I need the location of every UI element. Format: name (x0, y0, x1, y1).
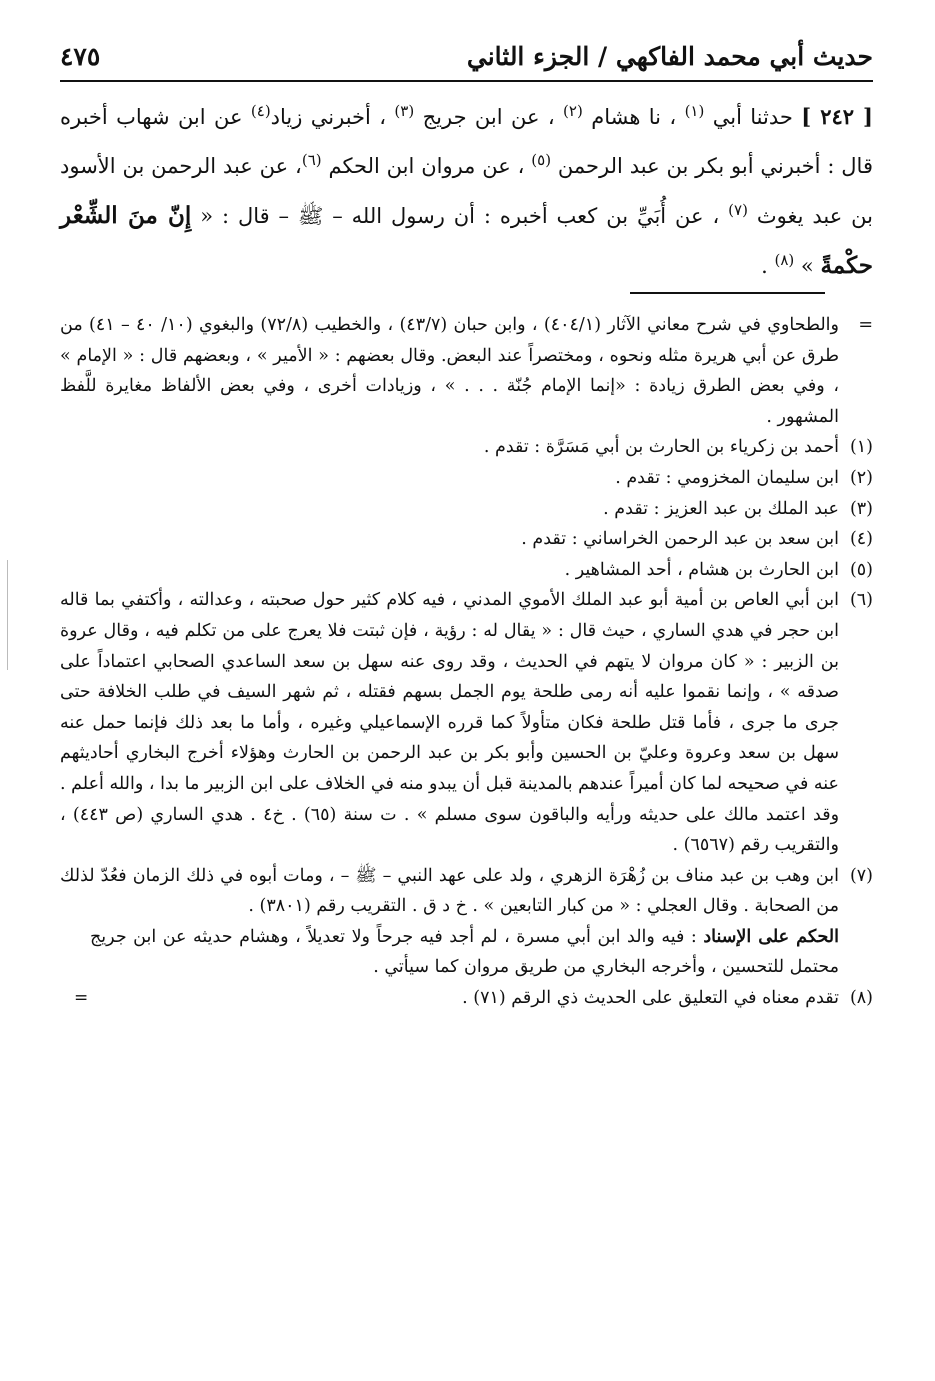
footnote-marker: (٢) (563, 102, 583, 120)
footnote (60, 585, 873, 860)
footnotes (60, 310, 873, 1014)
footnote-text: ابن سليمان المخزومي : تقدم . (615, 467, 839, 488)
footnote-text: ابن الحارث بن هشام ، أحد المشاهير . (564, 559, 839, 580)
ruling-text: : فيه والد ابن أبي مسرة ، لم أجد فيه جرحاً ولا تعديلاً ، وهشام حديثه عن ابن جريج محتمل للتحسين ، وأخرجه البخاري من طريق مروان كما سيأتي . (90, 926, 839, 978)
footnote (60, 524, 873, 555)
footnote-number: (١) (849, 437, 873, 458)
footnote-marker: (٦) (301, 151, 322, 169)
page-header (60, 40, 873, 80)
footnote-text: تقدم معناه في التعليق على الحديث ذي الرقم (٧١) . (462, 988, 839, 1009)
footnote-number: (٥) (849, 559, 873, 580)
footnote-separator (630, 292, 825, 294)
footnote-number: (٣) (849, 498, 873, 519)
footnote-marker: (٧) (728, 201, 748, 219)
footnote-marker: (٥) (531, 151, 552, 169)
footnote-marker: (١) (684, 102, 705, 120)
footnote (60, 494, 873, 525)
hadith-text-part: ، أخبرني زياد (270, 105, 395, 129)
footnote (60, 555, 873, 586)
footnote-text: أحمد بن زكرياء بن الحارث بن أبي مَسَرَّة : تقدم . (483, 437, 839, 458)
hadith-number: [ ٢٤٢ ] (801, 104, 873, 129)
hadith-text-part: ، عن أُبَيِّ بن كعب أخبره : أن رسول الله – ﷺ – قال : « (191, 204, 729, 228)
footnote-text: ابن وهب بن عبد مناف بن زُهْرَة الزهري ، ولد على عهد النبي – ﷺ – ، ومات أبوه في ذلك الزمان فعُدّ لذلك من الصحابة . وقال العجلي : « من كبار التابعين » . خ د ق . التقريب رقم (٣٨٠١) . (60, 865, 839, 917)
footnote-text: والطحاوي في شرح معاني الآثار (٤٠٤/١) ، وابن حبان (٤٣/٧) ، والخطيب (٧٢/٨) والبغوي (١٠/ ٤٠ – ٤١) من طرق عن أبي هريرة مثله ونحوه ، ومختصراً عند البعض. وقال بعضهم : « الأمير » ، وبعضهم قال : « الإمام » ، وفي بعض الطرق زيادة : «إنما الإمام جُنّة . . . » ، وزيادات أخرى ، وفي بعض الألفاظ مغايرة للَّفظ المشهور . (60, 315, 839, 427)
isnad-ruling (60, 922, 873, 983)
footnote-text: ابن أبي العاص بن أمية أبو عبد الملك الأموي المدني ، فيه كلام كثير حول صحبته ، وعدالته ، وأكتفي بما قاله ابن حجر في هدي الساري ، حيث قال : « يقال له : رؤية ، فإن ثبتت فلا يعرج على من تكلم فيه ، وقال عروة بن الزبير : « كان مروان لا يتهم في الحديث ، وقد روى عنه سهل بن سعد الساعدي الصحابي اعتماداً على صدقه » ، وإنما نقموا عليه أنه رمى طلحة يوم الجمل بسهم فقتله ، ثم شهر السيف في طلب الخلافة حتى جرى ما جرى ، فأما قتل طلحة فكان متأولاً كما قرره الإسماعيلي وغيره ، وأما ما بعد ذلك فإنما حمل عنه سهل بن سعد وعروة وعليّ بن الحسين وأبو بكر بن عبد الرحمن بن الحارث وهؤلاء أخرج البخاري أحاديثهم عنه في صحيحه لما كان أميراً عندهم بالمدينة قبل أن يبدو منه في الخلاف على ابن الزبير ما بدا ، والله أعلم . وقد اعتمد مالك على حديثه ورأيه والباقون سوى مسلم » . ت سنة (٦٥) . خ٤ . هدي الساري (ص ٤٤٣) ، والتقريب رقم (٦٥٦٧) . (60, 590, 840, 856)
footnote-marker: (٣) (394, 102, 415, 120)
ruling-label: الحكم على الإسناد (703, 926, 839, 947)
footnote-text: عبد الملك بن عبد العزيز : تقدم . (603, 498, 839, 519)
prophetic-saying: إِنّ منَ الشِّعْر حكْمةً (60, 202, 873, 279)
continued-mark: = (74, 988, 89, 1009)
footnote-number: (٤) (849, 529, 873, 550)
footnote-marker: (٨) (774, 251, 795, 269)
footnote-number: (٢) (849, 467, 873, 488)
footnote-continuation (60, 310, 873, 432)
hadith-text-part: . (761, 254, 775, 278)
footnote (60, 983, 873, 1014)
running-title: حديث أبي محمد الفاكهي / الجزء الثاني (466, 42, 873, 71)
hadith-text-part: ، عن مروان ابن الحكم (321, 154, 532, 178)
page-number: ٤٧٥ (60, 42, 101, 71)
hadith-text-part: حدثنا أبي (704, 105, 802, 129)
hadith-text-part: عن ابن شهاب أخبره قال : أخبرني أبو بكر بن عبد الرحمن (60, 105, 873, 178)
footnote-text: ابن سعد بن عبد الرحمن الخراساني : تقدم . (521, 529, 839, 550)
footnote-number: (٧) (849, 865, 873, 886)
hadith-text-part: ، عن ابن جريج (414, 105, 564, 129)
footnote (60, 432, 873, 463)
footnote (60, 861, 873, 922)
hadith-text-part: ، عن عبد الرحمن بن الأسود بن عبد يغوث (60, 154, 873, 228)
hadith-text-part: » (794, 254, 821, 278)
footnote (60, 463, 873, 494)
footnote-number: (٨) (849, 988, 873, 1009)
header-rule (60, 80, 873, 82)
hadith-text (60, 92, 873, 291)
continuation-mark: = (858, 315, 873, 335)
footnote-number: (٦) (849, 590, 873, 611)
hadith-text-part: ، نا هشام (582, 105, 685, 129)
scan-edge-line (7, 560, 8, 670)
footnote-marker: (٤) (250, 102, 271, 120)
